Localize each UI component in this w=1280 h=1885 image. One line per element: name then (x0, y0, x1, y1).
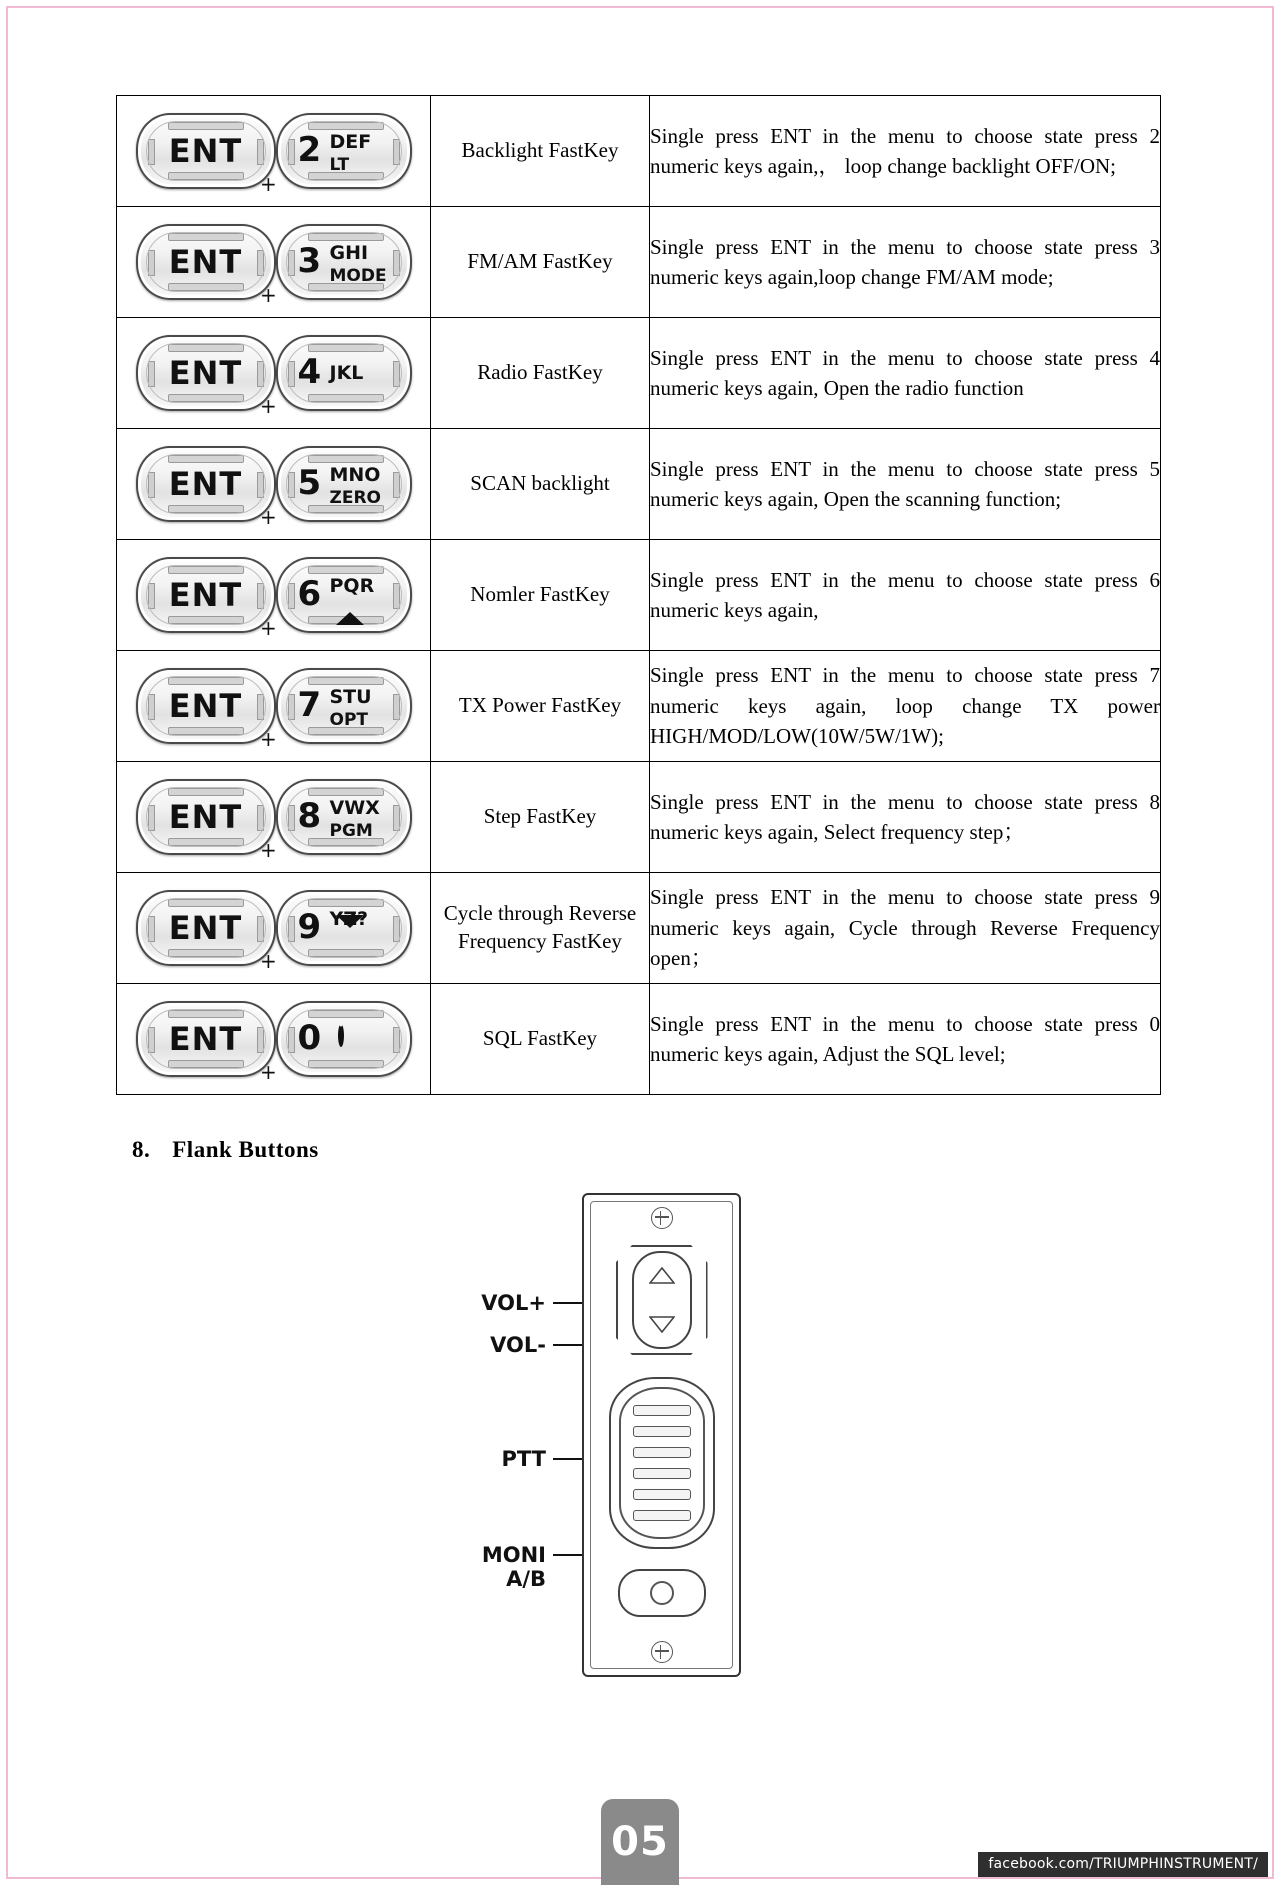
function-description (650, 429, 1161, 540)
flank-buttons-diagram (116, 1185, 1161, 1685)
numeric-key-digit: 0 (297, 1018, 322, 1059)
triangle-down-icon (649, 1316, 675, 1333)
numeric-key-digit: 2 (297, 130, 322, 171)
function-description (650, 873, 1161, 984)
moni-ab-button[interactable] (618, 1569, 706, 1617)
table-row (117, 651, 1161, 762)
description-text: Single press ENT in the menu to choose state press 3 numeric keys again,loop change FM/AM mode; (650, 234, 1160, 289)
numeric-key-digit: 8 (297, 796, 322, 837)
ptt-button[interactable] (609, 1377, 715, 1549)
function-name: TX Power FastKey (431, 651, 650, 762)
key-combo-cell (117, 540, 431, 651)
key-combo-cell (117, 429, 431, 540)
label-vol-down: VOL- (490, 1333, 546, 1357)
ent-key-label: ENT (168, 576, 243, 614)
table-row (117, 873, 1161, 984)
numeric-key-label-top: MNO (329, 464, 381, 486)
plus-symbol: + (260, 172, 277, 196)
table-row (117, 318, 1161, 429)
label-ptt: PTT (501, 1447, 546, 1471)
ent-key-icon (136, 668, 276, 744)
ent-key-icon (136, 1001, 276, 1077)
description-text: Single press ENT in the menu to choose state press 5 numeric keys again, Open the scanning function; (650, 456, 1160, 511)
ent-key-icon (136, 224, 276, 300)
fastkey-table (116, 95, 1161, 1095)
numeric-key-label-bottom: LT (329, 155, 350, 175)
numeric-key-label-top: JKL (329, 362, 364, 384)
function-name: FM/AM FastKey (431, 207, 650, 318)
numeric-key-icon (276, 1001, 412, 1077)
description-text: Single press ENT in the menu to choose state press 6 numeric keys again, (650, 567, 1160, 622)
moni-button-dot (650, 1581, 674, 1605)
key-combo-cell (117, 651, 431, 762)
numeric-key-label-top: VWX (329, 797, 380, 819)
triangle-up-icon (336, 595, 364, 613)
label-vol-up: VOL+ (481, 1291, 546, 1315)
description-text: Single press ENT in the menu to choose state press 2 numeric keys again,， loop change backlight OFF/ON; (650, 123, 1160, 178)
numeric-key-icon (276, 224, 412, 300)
label-moni (436, 1543, 546, 1591)
ent-key-label: ENT (168, 909, 243, 947)
function-name: Radio FastKey (431, 318, 650, 429)
function-name: Cycle through Reverse Frequency FastKey (431, 873, 650, 984)
function-name: Nomler FastKey (431, 540, 650, 651)
ent-key-label: ENT (168, 798, 243, 836)
plus-symbol: + (260, 949, 277, 973)
triangle-down-icon (336, 928, 364, 946)
numeric-key-label-bottom: MODE (329, 266, 387, 286)
ptt-ridges (633, 1405, 691, 1521)
numeric-key-label-bottom: ZERO (329, 488, 381, 508)
numeric-key-icon (276, 446, 412, 522)
function-name: SCAN backlight (431, 429, 650, 540)
description-text: Single press ENT in the menu to choose state press 0 numeric keys again, Adjust the SQL level; (650, 1011, 1160, 1066)
table-row (117, 429, 1161, 540)
function-description (650, 318, 1161, 429)
function-name: SQL FastKey (431, 984, 650, 1095)
numeric-key-label-bottom: OPT (329, 710, 369, 730)
numeric-key-label-top: YZ? (329, 908, 369, 930)
description-text: Single press ENT in the menu to choose state press 7 numeric keys again, loop change TX power HIGH/MOD/LOW(10W/5W/1W); (650, 663, 1160, 749)
key-combo-cell (117, 96, 431, 207)
ent-key-label: ENT (168, 243, 243, 281)
function-description (650, 762, 1161, 873)
numeric-key-label-top: STU (329, 686, 372, 708)
plus-symbol: + (260, 394, 277, 418)
ent-key-icon (136, 890, 276, 966)
numeric-key-icon (276, 557, 412, 633)
table-row (117, 96, 1161, 207)
function-name: Step FastKey (431, 762, 650, 873)
plus-symbol: + (260, 727, 277, 751)
ent-key-icon (136, 446, 276, 522)
function-description (650, 96, 1161, 207)
function-description (650, 207, 1161, 318)
ent-key-label: ENT (168, 132, 243, 170)
triangle-up-icon (649, 1267, 675, 1284)
footer-credit: facebook.com/TRIUMPHINSTRUMENT/ (978, 1852, 1268, 1877)
key-combo-cell (117, 318, 431, 429)
label-moni-line2: A/B (506, 1567, 546, 1592)
ent-key-label: ENT (168, 465, 243, 503)
ent-key-label: ENT (168, 354, 243, 392)
section-number: 8. (132, 1137, 151, 1162)
description-text: Single press ENT in the menu to choose state press 4 numeric keys again, Open the radio function (650, 345, 1160, 400)
ent-key-label: ENT (168, 1020, 243, 1058)
key-combo-cell (117, 984, 431, 1095)
numeric-key-icon (276, 890, 412, 966)
plus-symbol: + (260, 505, 277, 529)
page-number: 05 (601, 1799, 679, 1885)
numeric-key-digit: 3 (297, 241, 322, 282)
numeric-key-icon (276, 779, 412, 855)
function-name: Backlight FastKey (431, 96, 650, 207)
description-text: Single press ENT in the menu to choose state press 8 numeric keys again, Select frequency step； (650, 789, 1160, 844)
function-description (650, 540, 1161, 651)
section-title: Flank Buttons (172, 1137, 319, 1162)
numeric-key-digit: 6 (297, 574, 322, 615)
key-combo-cell (117, 207, 431, 318)
numeric-key-label-top: DEF (329, 131, 372, 153)
key-combo-cell (117, 873, 431, 984)
numeric-key-digit: 5 (297, 463, 322, 504)
ent-key-label: ENT (168, 687, 243, 725)
table-row (117, 984, 1161, 1095)
table-row (117, 207, 1161, 318)
plus-symbol: + (260, 1060, 277, 1084)
numeric-key-label-bottom: PGM (329, 821, 373, 841)
table-row (117, 762, 1161, 873)
ent-key-icon (136, 113, 276, 189)
numeric-key-icon (276, 113, 412, 189)
table-row (117, 540, 1161, 651)
ent-key-icon (136, 779, 276, 855)
page-content (116, 95, 1161, 1685)
description-text: Single press ENT in the menu to choose state press 9 numeric keys again, Cycle through Reverse Frequency open； (650, 885, 1160, 971)
numeric-key-label-top: GHI (329, 242, 369, 264)
fastkey-table-body (117, 96, 1161, 1095)
numeric-key-digit: 4 (297, 352, 322, 393)
plus-symbol: + (260, 838, 277, 862)
plus-symbol: + (260, 283, 277, 307)
section-heading (116, 1137, 1161, 1163)
numeric-key-icon (276, 668, 412, 744)
circular-arrow-icon (338, 1027, 344, 1045)
numeric-key-label-top: PQR (329, 575, 375, 597)
ent-key-icon (136, 557, 276, 633)
screw-icon (651, 1207, 673, 1229)
screw-icon (651, 1641, 673, 1663)
numeric-key-digit: 9 (297, 907, 322, 948)
plus-symbol: + (260, 616, 277, 640)
radio-side-panel-illustration (582, 1193, 741, 1677)
volume-rocker-button[interactable] (616, 1245, 708, 1355)
function-description (650, 984, 1161, 1095)
label-moni-line1: MONI (481, 1543, 546, 1567)
key-combo-cell (117, 762, 431, 873)
numeric-key-icon (276, 335, 412, 411)
numeric-key-digit: 7 (297, 685, 322, 726)
function-description (650, 651, 1161, 762)
ent-key-icon (136, 335, 276, 411)
